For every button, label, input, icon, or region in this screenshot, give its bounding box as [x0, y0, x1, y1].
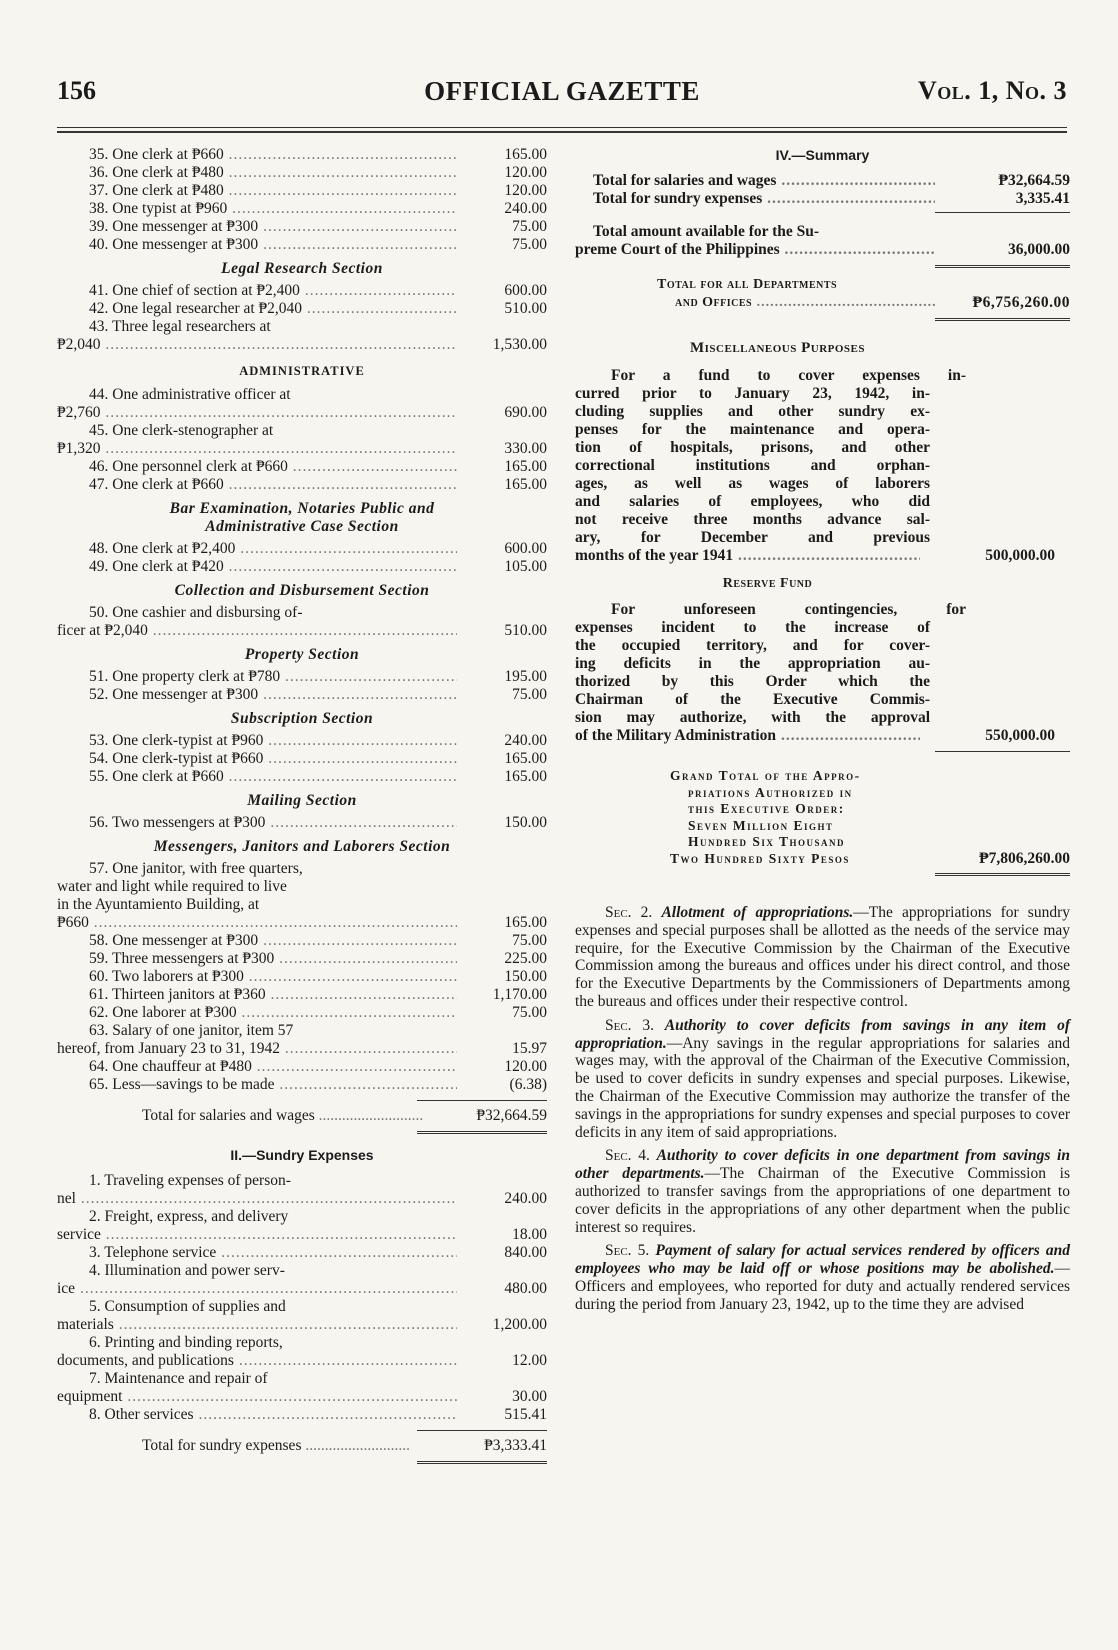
items-list [57, 814, 547, 832]
line-item-text: Total for sundry expenses ..... [593, 190, 935, 208]
paragraph-line-text: months of the year 1941 ..... [575, 547, 920, 565]
item-50 [57, 604, 547, 640]
publication-title: OFFICIAL GAZETTE [424, 76, 700, 106]
total-sundry-amount: ₱3,333.41 [484, 1437, 547, 1454]
total-sundry-row [57, 1437, 547, 1455]
item-43 [57, 318, 547, 354]
line-item-amount: 75.00 [512, 1004, 547, 1021]
paragraph-line-text: For unforeseen contingencies, for [611, 601, 966, 618]
line-item-amount: 165.00 [504, 476, 547, 493]
item-44-line1: 44. One administrative officer at [89, 386, 291, 403]
paragraph-line [575, 403, 930, 421]
item-50-line1: 50. One cashier and disbursing of- [89, 604, 303, 621]
paragraph-line [575, 655, 930, 673]
paragraph-line [575, 493, 930, 511]
line-item [57, 968, 547, 986]
property-heading: Property Section [244, 646, 360, 663]
line-item-amount: 195.00 [504, 668, 547, 685]
sundry-item-amount: 30.00 [512, 1388, 547, 1405]
section-4-title: Authority to cover deficits in one department from savings in other departments. [575, 1147, 1070, 1183]
sundry-item-line1: 7. Maintenance and repair of [89, 1370, 268, 1387]
available-line1: Total amount available for the Su- [593, 223, 820, 240]
line-item-amount: 600.00 [504, 540, 547, 557]
line-item [57, 986, 547, 1004]
sundry-item-row [57, 1388, 547, 1406]
administrative-heading: ADMINISTRATIVE [239, 364, 365, 378]
sundry-item [57, 1334, 547, 1370]
line-item [57, 732, 547, 750]
amount-rule [935, 751, 1070, 752]
items-list [57, 282, 547, 318]
line-item [57, 182, 547, 200]
line-item [57, 750, 547, 768]
line-item-text: 49. One clerk at ₱420 ..... [89, 558, 457, 576]
line-item-amount: 240.00 [504, 732, 547, 749]
item-57-amount: 165.00 [504, 914, 547, 931]
sundry-item-line1: 2. Freight, express, and delivery [89, 1208, 289, 1225]
section-4-text: —The Chairman of the Executive Commission is authorized to transfer savings from the appropriations of one department to cover deficits in the appropriations of any other department when the public interest so requires. [575, 1165, 1070, 1236]
sundry-item-line1: 5. Consumption of supplies and [89, 1298, 286, 1315]
line-item [57, 458, 547, 476]
items-list [57, 146, 547, 254]
sundry-list [57, 1172, 547, 1244]
line-item-text: 52. One messenger at ₱300 ..... [89, 686, 457, 704]
sundry-item-row [57, 1280, 547, 1298]
all-departments-line2: and Offices ..... [675, 294, 935, 312]
grand-total-text: priations Authorized in [688, 784, 853, 800]
all-departments-line1: Total for all Departments [657, 277, 838, 292]
summary-heading: IV.—Summary [775, 147, 870, 163]
line-item-amount: 150.00 [504, 968, 547, 985]
grand-total-text: this Executive Order: [688, 801, 845, 816]
sundry-item-line2: materials ..... [57, 1316, 457, 1334]
item-63-line2: hereof, from January 23 to 31, 1942 ..... [57, 1040, 457, 1058]
sundry-item-amount: 1,200.00 [492, 1316, 547, 1333]
paragraph-line-text: sion may authorize, with the approval [575, 709, 930, 726]
total-salaries-amount: ₱32,664.59 [476, 1107, 547, 1124]
line-item-amount: 1,170.00 [492, 986, 547, 1003]
section-4-label: Sec. 4. [605, 1147, 650, 1165]
paragraph-line-text: the occupied territory, and for cover- [575, 637, 930, 654]
total-salaries-label: Total for salaries and wages ..... [142, 1107, 437, 1125]
line-item-text: 41. One chief of section at ₱2,400 ..... [89, 282, 457, 300]
line-item-amount: 120.00 [504, 1058, 547, 1075]
line-item-text: 38. One typist at ₱960 ..... [89, 200, 457, 218]
paragraph-line [575, 475, 930, 493]
grand-total-line [670, 801, 1070, 818]
grand-total-line [670, 818, 1070, 835]
page-header [57, 76, 1067, 112]
line-item-amount: 225.00 [504, 950, 547, 967]
item-50-amount: 510.00 [504, 622, 547, 639]
line-item [57, 768, 547, 786]
grand-total-text: Seven Million Eight [688, 817, 834, 833]
paragraph-line-text: curred prior to January 23, 1942, in- [575, 385, 930, 402]
paragraph-line [575, 457, 930, 475]
grand-total-line [670, 768, 1070, 785]
sundry-item-row [57, 1190, 547, 1208]
line-item [57, 1058, 547, 1076]
item-45 [57, 422, 547, 458]
items-list [57, 540, 547, 576]
line-item-amount: 75.00 [512, 236, 547, 253]
item-63-line1: 63. Salary of one janitor, item 57 [89, 1022, 294, 1039]
paragraph-line [575, 619, 930, 637]
items-list [57, 932, 547, 1022]
line-item-amount: ₱32,664.59 [998, 172, 1070, 189]
grand-total-line [670, 785, 1070, 802]
sundry-item-amount: 840.00 [504, 1244, 547, 1261]
line-item-text: 61. Thirteen janitors at ₱360 ..... [89, 986, 457, 1004]
sundry-item-text: 3. Telephone service ..... [89, 1244, 457, 1262]
line-item-amount: 120.00 [504, 164, 547, 181]
sundry-item-row [57, 1352, 547, 1370]
available-line2: preme Court of the Philippines ..... [575, 241, 935, 259]
section-4 [575, 1147, 1070, 1236]
line-item-amount: 150.00 [504, 814, 547, 831]
line-item-amount: 165.00 [504, 768, 547, 785]
paragraph-line [575, 691, 930, 709]
all-departments-amount: ₱6,756,260.00 [972, 294, 1070, 311]
paragraph-line [575, 673, 930, 691]
amount-rule [935, 212, 1070, 213]
item-45-line1: 45. One clerk-stenographer at [89, 422, 274, 439]
sundry-item-row [57, 1226, 547, 1244]
collection-heading: Collection and Disbursement Section [174, 582, 430, 599]
paragraph-line-text: ary, for December and previous [575, 529, 930, 546]
miscellaneous-heading: Miscellaneous Purposes [689, 340, 865, 356]
paragraph-line [575, 709, 930, 727]
item-45-line2: ₱1,320 ..... [57, 440, 457, 458]
section-3-title: Authority to cover deficits from savings in any item of appropriation. [575, 1016, 1070, 1052]
items-list [57, 732, 547, 786]
line-item-text: 65. Less—savings to be made ..... [89, 1076, 457, 1094]
total-salaries-row [57, 1107, 547, 1125]
line-item-text: 46. One personnel clerk at ₱660 ..... [89, 458, 457, 476]
line-item [57, 540, 547, 558]
section-2 [575, 904, 1070, 1011]
paragraph-line [575, 637, 930, 655]
amount-rule [417, 1100, 547, 1101]
paragraph-line-text: cluding supplies and other sundry ex- [575, 403, 930, 420]
line-item-text: 56. Two messengers at ₱300 ..... [89, 814, 457, 832]
double-rule [935, 265, 1070, 268]
line-item [57, 686, 547, 704]
sundry-item-amount: 240.00 [504, 1190, 547, 1207]
line-item-amount: 75.00 [512, 932, 547, 949]
double-rule [417, 1131, 547, 1134]
line-item-text: 39. One messenger at ₱300 ..... [89, 218, 457, 236]
grand-total-line [670, 851, 1070, 868]
header-rule [57, 127, 1067, 128]
line-item [57, 300, 547, 318]
paragraph-line-text: ing deficits in the appropriation au- [575, 655, 930, 672]
item-45-amount: 330.00 [504, 440, 547, 457]
available-row [575, 241, 1070, 259]
grand-total-amount: ₱7,806,260.00 [979, 849, 1070, 867]
section-5 [575, 1242, 1070, 1313]
line-item-amount: 240.00 [504, 200, 547, 217]
sundry-item-line2: service ..... [57, 1226, 457, 1244]
summary-row [575, 172, 1070, 190]
section-5-label: Sec. 5. [605, 1242, 650, 1260]
line-item [57, 932, 547, 950]
line-item [57, 1076, 547, 1094]
total-sundry-label: Total for sundry expenses ..... [142, 1437, 437, 1455]
sundry-item [57, 1244, 547, 1262]
line-item-amount: 165.00 [504, 750, 547, 767]
line-item [57, 218, 547, 236]
line-item [57, 1004, 547, 1022]
line-item [57, 282, 547, 300]
paragraph-line-text: thorized by this Order which the [575, 673, 930, 690]
item-57-line4: ₱660 ..... [57, 914, 457, 932]
item-57-line2: water and light while required to live [57, 878, 287, 895]
line-item-amount: 120.00 [504, 182, 547, 199]
item-43-amount: 1,530.00 [492, 336, 547, 353]
line-item-text: Total for salaries and wages ..... [593, 172, 935, 190]
section-2-text: —The appropriations for sundry expenses and special purposes shall be allotted as the needs of the service may require, for the Executive Commission by the Chairman of the Executive Commission among the bureaus and offices under his direct control, and those for the Executive Departments by the Commissioners of Departments among the bureaus and offices under their respective control. [575, 904, 1071, 1010]
sundry-item-amount: 12.00 [512, 1352, 547, 1369]
grand-total-text: Two Hundred Sixty Pesos [670, 850, 850, 866]
item-43-line1: 43. Three legal researchers at [89, 318, 271, 335]
item-44 [57, 386, 547, 422]
paragraph-amount: 500,000.00 [985, 547, 1055, 564]
section-3-text: —Any savings in the regular appropriations for salaries and wages may, with the approval of the Chairman of the Executive Commission, be used to cover deficits in sundry expenses and special purposes. Likewise, the Chairman of the Executive Commission may authorize the transfer of the savings in the appropriations for sundry expenses and special purposes to cover deficits in any item of said appropriations. [575, 1034, 1070, 1141]
sundry-item-amount: 18.00 [512, 1226, 547, 1243]
sundry-item-line2: nel ..... [57, 1190, 457, 1208]
sundry-item-line2: documents, and publications ..... [57, 1352, 457, 1370]
sundry-item [57, 1298, 547, 1334]
section-5-text: —Officers and employees, who reported for duty and actually rendered services during the period from January 23, 1942, up to the time they are advised [575, 1260, 1070, 1313]
line-item-text: 47. One clerk at ₱660 ..... [89, 476, 457, 494]
line-item-text: 40. One messenger at ₱300 ..... [89, 236, 457, 254]
paragraph-line [575, 529, 930, 547]
double-rule [935, 318, 1070, 321]
reserve-fund-paragraph [575, 601, 1070, 745]
sundry-item [57, 1172, 547, 1208]
line-item-amount: 75.00 [512, 686, 547, 703]
sundry-item-line2: ice ..... [57, 1280, 457, 1298]
line-item-text: 58. One messenger at ₱300 ..... [89, 932, 457, 950]
paragraph-line [575, 727, 1070, 745]
line-item-text: 36. One clerk at ₱480 ..... [89, 164, 457, 182]
double-rule [417, 1461, 547, 1464]
sundry-item [57, 1208, 547, 1244]
messengers-heading: Messengers, Janitors and Laborers Section [153, 838, 451, 855]
line-item-amount: 3,335.41 [1015, 190, 1070, 207]
line-item-text: 51. One property clerk at ₱780 ..... [89, 668, 457, 686]
sundry-item-amount: 480.00 [504, 1280, 547, 1297]
section-5-title: Payment of salary for actual services rendered by officers and employees who may be laid off or whose positions may be abolished. [575, 1242, 1070, 1278]
grand-total-text: Grand Total of the Appro- [670, 768, 861, 783]
paragraph-line-text: ages, as well as wages of laborers [575, 475, 930, 492]
item-44-amount: 690.00 [504, 404, 547, 421]
right-column [575, 146, 1070, 1320]
summary-row [575, 190, 1070, 208]
item-43-line2: ₱2,040 ..... [57, 336, 457, 354]
summary-list [575, 172, 1070, 208]
paragraph-line [575, 601, 966, 619]
sundry-item-row [57, 1316, 547, 1334]
paragraph-line [575, 421, 930, 439]
line-item-amount: 75.00 [512, 218, 547, 235]
items-list [57, 1058, 547, 1094]
line-item-text: 60. Two laborers at ₱300 ..... [89, 968, 457, 986]
line-item-amount: 165.00 [504, 458, 547, 475]
paragraph-line-text: expenses incident to the increase of [575, 619, 930, 636]
header-rule-thick [57, 131, 1067, 133]
paragraph-line-text: tion of hospitals, prisons, and other [575, 439, 930, 456]
paragraph-line-text: For a fund to cover expenses in- [611, 367, 966, 384]
item-50-line2: ficer at ₱2,040 ..... [57, 622, 457, 640]
items-list [57, 458, 547, 494]
double-rule [935, 873, 1070, 876]
volume-number: Vol. 1, No. 3 [917, 76, 1067, 105]
available-amount: 36,000.00 [1008, 241, 1070, 258]
paragraph-line-text: penses for the maintenance and opera- [575, 421, 930, 438]
section-2-title: Allotment of appropriations. [661, 904, 854, 921]
line-item-text: 59. Three messengers at ₱300 ..... [89, 950, 457, 968]
sundry-item-line1: 4. Illumination and power serv- [89, 1262, 285, 1279]
line-item [57, 164, 547, 182]
sundry-list [57, 1262, 547, 1406]
paragraph-line [575, 547, 1070, 565]
line-item [57, 476, 547, 494]
sundry-item [57, 1406, 547, 1424]
paragraph-line [575, 439, 930, 457]
bar-examination-heading: Bar Examination, Notaries Public and [169, 500, 435, 517]
line-item [57, 814, 547, 832]
paragraph-amount: 550,000.00 [985, 727, 1055, 744]
line-item-text: 42. One legal researcher at ₱2,040 ..... [89, 300, 457, 318]
sundry-item [57, 1262, 547, 1298]
amount-rule [417, 1430, 547, 1431]
line-item-text: 53. One clerk-typist at ₱960 ..... [89, 732, 457, 750]
line-item [57, 558, 547, 576]
sundry-item-line2: equipment ..... [57, 1388, 457, 1406]
paragraph-line [575, 385, 930, 403]
paragraph-line [575, 367, 966, 385]
paragraph-line-text: not receive three months advance sal- [575, 511, 930, 528]
line-item-text: 48. One clerk at ₱2,400 ..... [89, 540, 457, 558]
grand-total-text: Hundred Six Thousand [688, 834, 846, 849]
line-item-amount: 105.00 [504, 558, 547, 575]
item-63-amount: 15.97 [512, 1040, 547, 1057]
line-item [57, 200, 547, 218]
section-2-label: Sec. 2. [605, 904, 653, 921]
line-item-text: 64. One chauffeur at ₱480 ..... [89, 1058, 457, 1076]
line-item [57, 146, 547, 164]
paragraph-line [575, 511, 930, 529]
page-number: 156 [57, 76, 96, 105]
line-item-text: 55. One clerk at ₱660 ..... [89, 768, 457, 786]
line-item-text: 37. One clerk at ₱480 ..... [89, 182, 457, 200]
item-63 [57, 1022, 547, 1058]
sundry-item-amount: 515.41 [504, 1406, 547, 1423]
line-item-text: 35. One clerk at ₱660 ..... [89, 146, 457, 164]
item-57 [57, 860, 547, 932]
line-item [57, 950, 547, 968]
sundry-item [57, 1370, 547, 1406]
all-departments-row [575, 294, 1070, 312]
mailing-heading: Mailing Section [247, 792, 357, 809]
section-3-label: Sec. 3. [605, 1016, 654, 1034]
line-item [57, 668, 547, 686]
item-44-line2: ₱2,760 ..... [57, 404, 457, 422]
line-item-amount: (6.38) [509, 1076, 547, 1093]
line-item-text: 62. One laborer at ₱300 ..... [89, 1004, 457, 1022]
bar-examination-heading-2: Administrative Case Section [205, 518, 399, 535]
line-item-amount: 600.00 [504, 282, 547, 299]
grand-total-line [670, 834, 1070, 851]
paragraph-line-text: and salaries of employees, who did [575, 493, 930, 510]
line-item-amount: 165.00 [504, 146, 547, 163]
sundry-item-line1: 1. Traveling expenses of person- [89, 1172, 291, 1189]
sundry-expenses-heading: II.—Sundry Expenses [230, 1147, 374, 1163]
line-item [57, 236, 547, 254]
paragraph-line-text: of the Military Administration ..... [575, 727, 920, 745]
item-57-line1: 57. One janitor, with free quarters, [89, 860, 303, 877]
sundry-item-text: 8. Other services ..... [89, 1406, 457, 1424]
reserve-fund-heading: Reserve Fund [722, 576, 813, 591]
left-column [57, 146, 547, 1464]
section-3 [575, 1017, 1070, 1142]
grand-total [575, 768, 1070, 867]
line-item-text: 54. One clerk-typist at ₱660 ..... [89, 750, 457, 768]
paragraph-line-text: correctional institutions and orphan- [575, 457, 930, 474]
line-item-amount: 510.00 [504, 300, 547, 317]
paragraph-line-text: Chairman of the Executive Commis- [575, 691, 930, 708]
miscellaneous-paragraph [575, 367, 1070, 565]
items-list [57, 668, 547, 704]
subscription-heading: Subscription Section [230, 710, 374, 727]
item-57-line3: in the Ayuntamiento Building, at [57, 896, 260, 913]
legal-research-heading: Legal Research Section [221, 260, 383, 277]
sundry-item-line1: 6. Printing and binding reports, [89, 1334, 283, 1351]
